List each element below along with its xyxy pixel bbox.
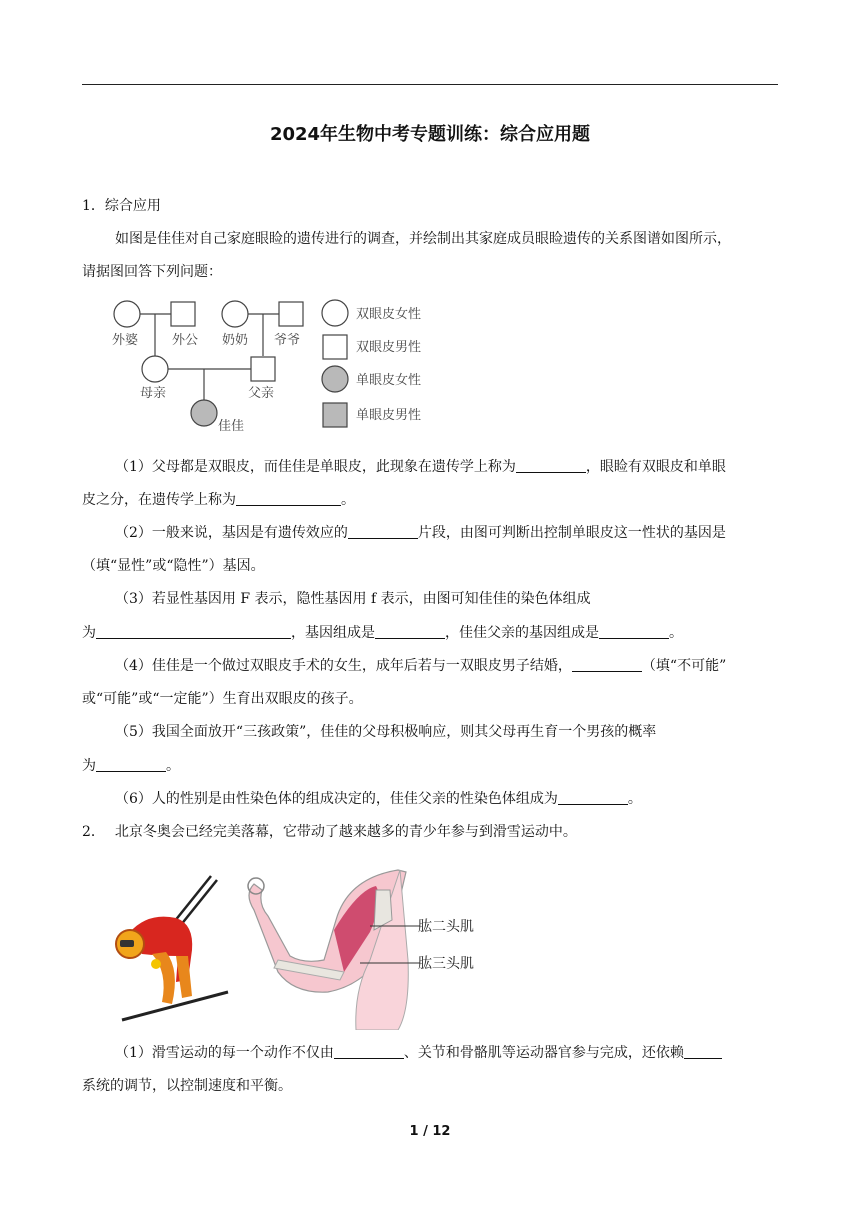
answer-blank[interactable]	[558, 790, 628, 805]
jiajia-symbol	[191, 400, 217, 426]
muqin-symbol	[142, 356, 168, 382]
answer-blank[interactable]	[96, 757, 166, 772]
q1-heading-text: 综合应用	[104, 198, 161, 214]
answer-blank[interactable]	[348, 524, 418, 539]
answer-blank[interactable]	[516, 458, 586, 473]
q1-part4-line1: （4）佳佳是一个做过双眼皮手术的女生，成年后若与一双眼皮男子结婚， （填“不可能”	[115, 658, 727, 674]
q2-part1-line2: 系统的调节，以控制速度和平衡。	[82, 1078, 292, 1094]
pedigree-figure	[108, 292, 448, 440]
q2-number: 2．	[82, 824, 105, 840]
q1-part1-line2: 皮之分，在遗传学上称为 。	[82, 492, 355, 508]
biceps-label: 肱二头肌	[418, 919, 474, 935]
q1-part3-line1: （3）若显性基因用 F 表示，隐性基因用 f 表示，由图可知佳佳的染色体组成	[115, 591, 591, 607]
q1-intro-1: 如图是佳佳对自己家庭眼睑的遗传进行的调查，并绘制出其家庭成员眼睑遗传的关系图谱如图所示，	[115, 231, 731, 247]
q1-part2-line1: （2）一般来说，基因是有遗传效应的 片段，由图可判断出控制单眼皮这一性状的基因是	[115, 525, 726, 541]
page-title: 2024年生物中考专题训练：综合应用题	[269, 124, 591, 145]
q1-number: 1．	[82, 198, 105, 214]
answer-blank[interactable]	[334, 1044, 404, 1059]
q1-heading	[82, 196, 782, 216]
legend-label-4: 单眼皮男性	[356, 408, 422, 423]
header-rule	[82, 84, 778, 85]
q1-part3-line2: 为 ，基因组成是 ，佳佳父亲的基因组成是 。	[82, 625, 683, 641]
yeye-label: 爷爷	[274, 333, 301, 348]
q1-part4-line2: 或“可能”或“一定能”）生育出双眼皮的孩子。	[82, 691, 363, 707]
legend-double-female-symbol	[322, 300, 348, 326]
legend-label-2: 双眼皮男性	[356, 340, 422, 355]
skier-illustration	[116, 876, 228, 1020]
answer-blank[interactable]	[572, 657, 642, 672]
fuqin-label: 父亲	[248, 386, 275, 401]
ski-and-arm-figure	[108, 860, 498, 1030]
waipo-label: 外婆	[112, 333, 139, 348]
answer-blank[interactable]	[684, 1044, 722, 1059]
nainai-label: 奶奶	[222, 333, 249, 348]
legend-double-male-symbol	[323, 335, 347, 359]
waigong-label: 外公	[172, 333, 199, 348]
nainai-symbol	[222, 301, 248, 327]
arm-anatomy-illustration	[248, 870, 408, 1030]
q1-part1-line1: （1）父母都是双眼皮，而佳佳是单眼皮，此现象在遗传学上称为 ，眼睑有双眼皮和单眼	[115, 459, 726, 475]
q1-part5-line2: 为 。	[82, 758, 180, 774]
legend-single-female-symbol	[322, 366, 348, 392]
answer-blank[interactable]	[375, 624, 445, 639]
fuqin-symbol	[251, 357, 275, 381]
answer-blank[interactable]	[599, 624, 669, 639]
waipo-symbol	[114, 301, 140, 327]
waigong-symbol	[171, 302, 195, 326]
q1-part2-line2: （填“显性”或“隐性”）基因。	[82, 558, 265, 574]
jiajia-label: 佳佳	[218, 419, 245, 434]
q1-part5-line1: （5）我国全面放开“三孩政策”，佳佳的父母积极响应，则其父母再生育一个男孩的概率	[115, 724, 657, 740]
q2-intro: 2． 北京冬奥会已经完美落幕，它带动了越来越多的青少年参与到滑雪运动中。	[82, 824, 577, 840]
legend-label-1: 双眼皮女性	[356, 307, 422, 322]
q1-intro-2: 请据图回答下列问题：	[82, 264, 222, 280]
q1-part6-line1: （6）人的性别是由性染色体的组成决定的，佳佳父亲的性染色体组成为 。	[115, 791, 642, 807]
answer-blank[interactable]	[236, 491, 341, 506]
triceps-label: 肱三头肌	[418, 956, 474, 972]
legend-label-3: 单眼皮女性	[356, 373, 422, 388]
legend-single-male-symbol	[323, 403, 347, 427]
yeye-symbol	[279, 302, 303, 326]
answer-blank[interactable]	[96, 624, 291, 639]
page-number: 1 / 12	[409, 1124, 451, 1139]
muqin-label: 母亲	[140, 386, 167, 401]
q2-part1-line1: （1）滑雪运动的每一个动作不仅由 、关节和骨骼肌等运动器官参与完成，还依赖	[115, 1043, 782, 1063]
